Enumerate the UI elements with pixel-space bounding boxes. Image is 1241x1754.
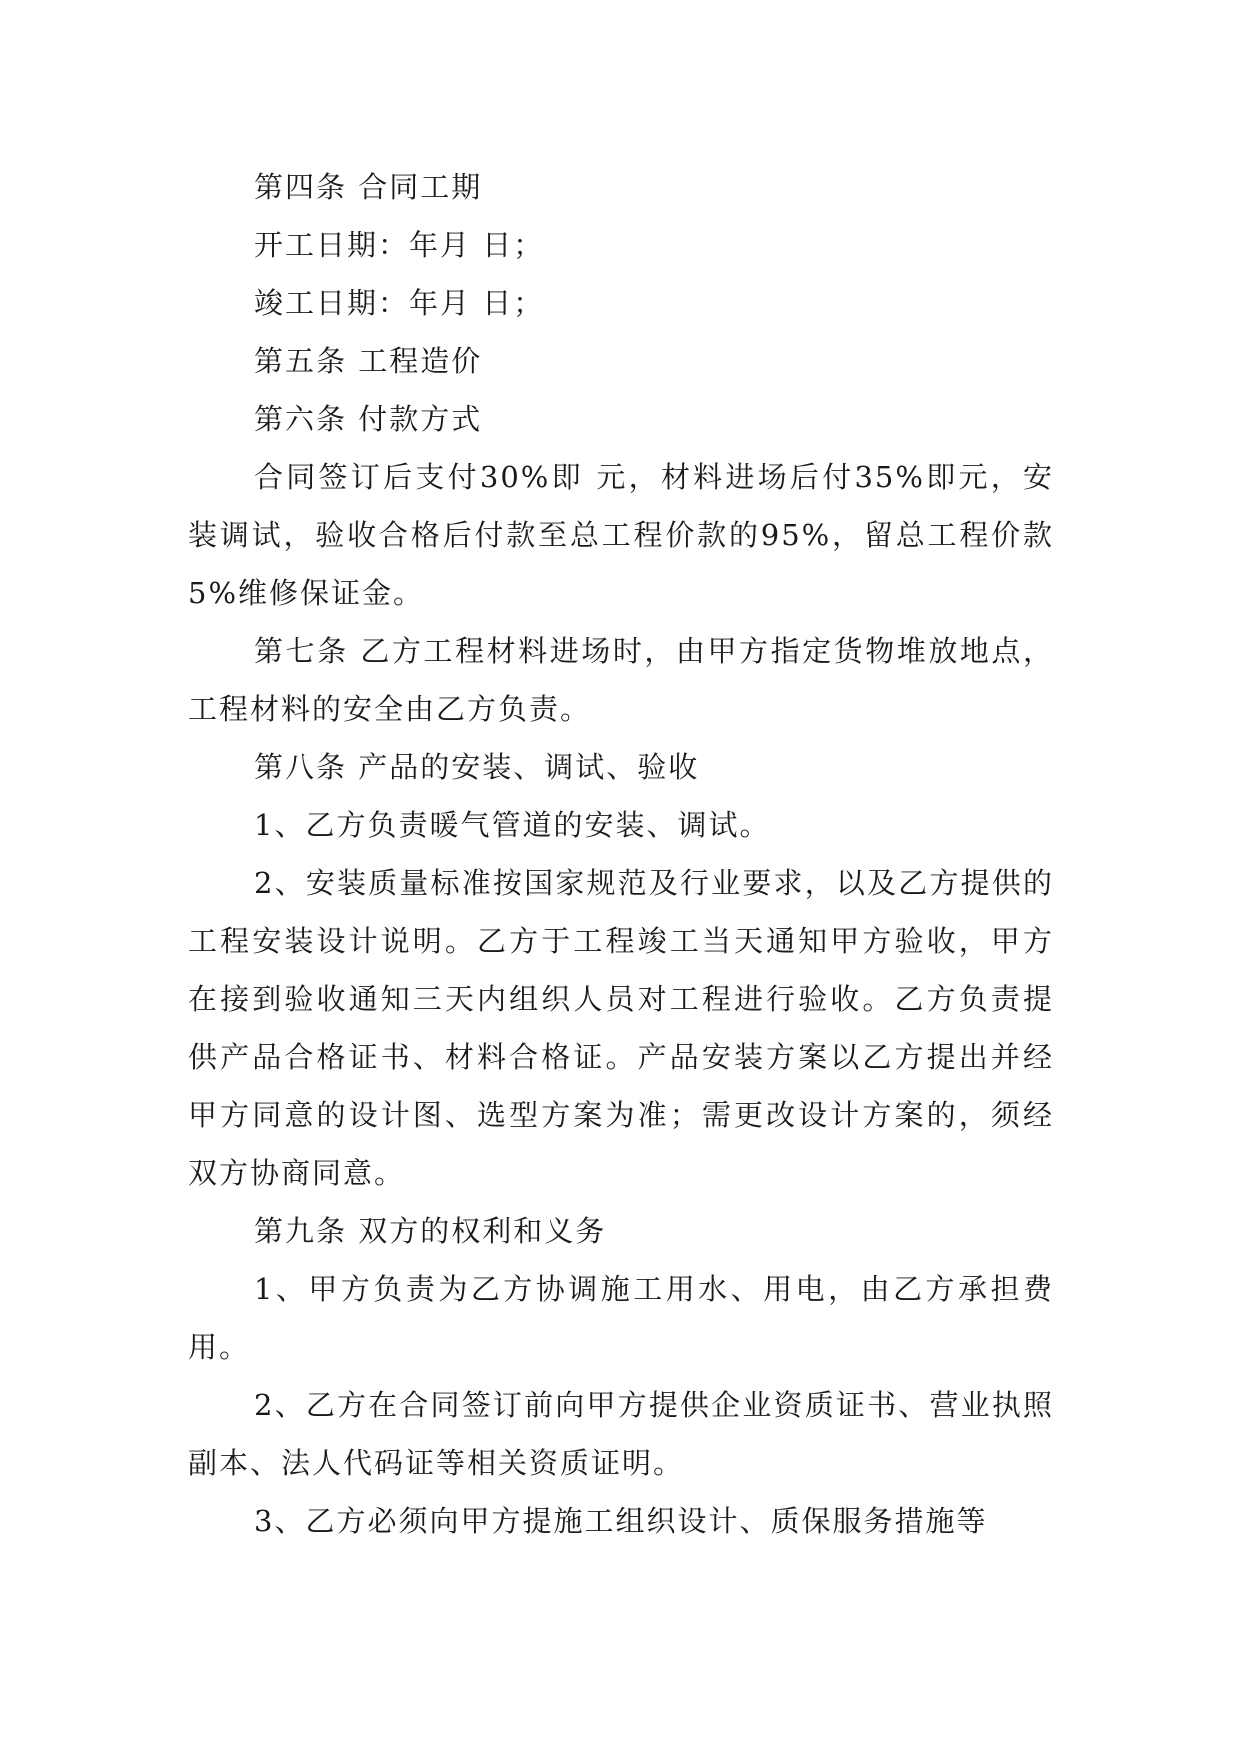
clause-9-heading: 第九条 双方的权利和义务	[254, 1214, 607, 1248]
clause-9-item-3: 3、乙方必须向甲方提施工组织设计、质保服务措施等	[254, 1504, 988, 1538]
clause-7-paragraph: 第七条 乙方工程材料进场时，由甲方指定货物堆放地点，工程材料的安全由乙方负责。	[188, 634, 1054, 726]
clause-6-heading: 第六条 付款方式	[254, 402, 483, 436]
clause-9-item-2: 2、乙方在合同签订前向甲方提供企业资质证书、营业执照副本、法人代码证等相关资质证明。	[188, 1388, 1054, 1480]
completion-date-line: 竣工日期：年月 日；	[254, 286, 545, 320]
clause-8-heading: 第八条 产品的安装、调试、验收	[254, 750, 700, 784]
clause-5-heading: 第五条 工程造价	[254, 344, 483, 378]
clause-8-item-1: 1、乙方负责暖气管道的安装、调试。	[254, 808, 771, 842]
payment-terms-paragraph: 合同签订后支付30%即 元，材料进场后付35%即元，安装调试，验收合格后付款至总工程价款的95%，留总工程价款5%维修保证金。	[188, 460, 1054, 610]
document-body	[188, 158, 1054, 1550]
start-date-line: 开工日期：年月 日；	[254, 228, 545, 262]
clause-8-item-2: 2、安装质量标准按国家规范及行业要求，以及乙方提供的工程安装设计说明。乙方于工程竣工当天通知甲方验收，甲方在接到验收通知三天内组织人员对工程进行验收。乙方负责提供产品合格证书、材料合格证。产品安装方案以乙方提出并经甲方同意的设计图、选型方案为准；需更改设计方案的，须经双方协商同意。	[188, 866, 1054, 1190]
clause-9-item-1: 1、甲方负责为乙方协调施工用水、用电，由乙方承担费用。	[188, 1272, 1054, 1364]
clause-4-heading: 第四条 合同工期	[254, 170, 483, 204]
